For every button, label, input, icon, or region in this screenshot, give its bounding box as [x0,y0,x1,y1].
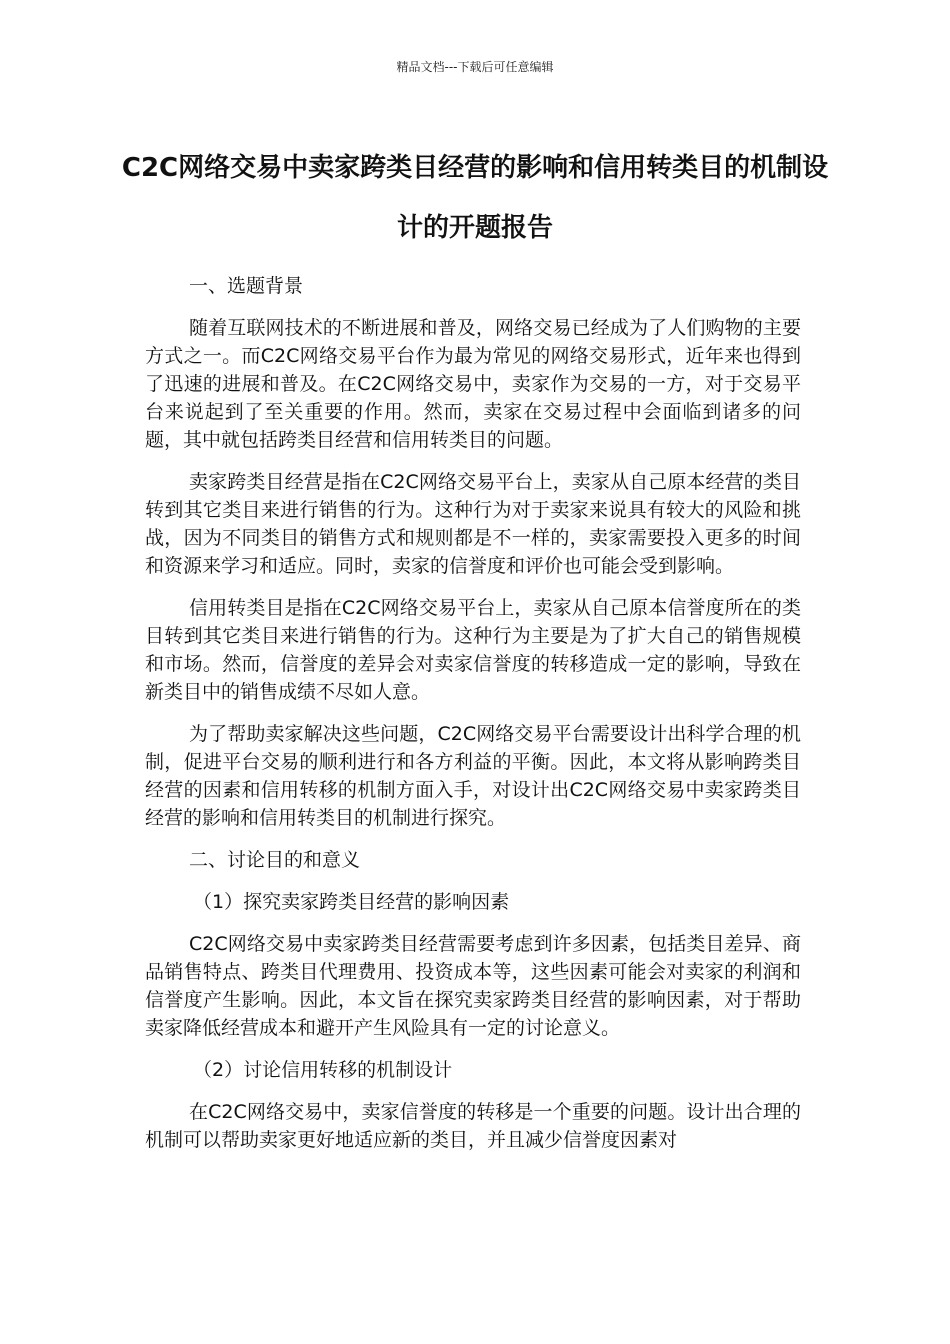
paragraph: C2C网络交易中卖家跨类目经营需要考虑到许多因素，包括类目差异、商品销售特点、跨类目代理费用、投资成本等，这些因素可能会对卖家的利润和信誉度产生影响。因此，本文旨在探究卖家跨类目经营的影响因素，对于帮助卖家降低经营成本和避开产生风险具有一定的讨论意义。 [145,933,801,1039]
subsection-heading: （1）探究卖家跨类目经营的影响因素 [193,891,510,913]
section-heading-background: 一、选题背景 [189,275,304,297]
document-title: C2C网络交易中卖家跨类目经营的影响和信用转类目的机制设计的开题报告 [121,153,829,243]
paragraph: 卖家跨类目经营是指在C2C网络交易平台上，卖家从自己原本经营的类目转到其它类目来进行销售的行为。这种行为对于卖家来说具有较大的风险和挑战，因为不同类目的销售方式和规则都是不一样的，卖家需要投入更多的时间和资源来学习和适应。同时，卖家的信誉度和评价也可能会受到影响。 [145,471,801,577]
paragraph: 在C2C网络交易中，卖家信誉度的转移是一个重要的问题。设计出合理的机制可以帮助卖家更好地适应新的类目，并且减少信誉度因素对 [145,1101,801,1151]
paragraph: 随着互联网技术的不断进展和普及，网络交易已经成为了人们购物的主要方式之一。而C2C网络交易平台作为最为常见的网络交易形式，近年来也得到了迅速的进展和普及。在C2C网络交易中，卖家作为交易的一方，对于交易平台来说起到了至关重要的作用。然而，卖家在交易过程中会面临到诸多的问题，其中就包括跨类目经营和信用转类目的问题。 [145,317,801,451]
header-note: 精品文档---下载后可任意编辑 [396,60,554,74]
paragraph: 为了帮助卖家解决这些问题，C2C网络交易平台需要设计出科学合理的机制，促进平台交易的顺利进行和各方利益的平衡。因此，本文将从影响跨类目经营的因素和信用转移的机制方面入手，对设计出C2C网络交易中卖家跨类目经营的影响和信用转类目的机制进行探究。 [145,723,801,829]
paragraph: 信用转类目是指在C2C网络交易平台上，卖家从自己原本信誉度所在的类目转到其它类目来进行销售的行为。这种行为主要是为了扩大自己的销售规模和市场。然而，信誉度的差异会对卖家信誉度的转移造成一定的影响，导致在新类目中的销售成绩不尽如人意。 [145,597,801,703]
subsection-heading: （2）讨论信用转移的机制设计 [193,1059,453,1081]
section-heading-purpose: 二、讨论目的和意义 [189,849,361,871]
document-body [145,272,801,1168]
